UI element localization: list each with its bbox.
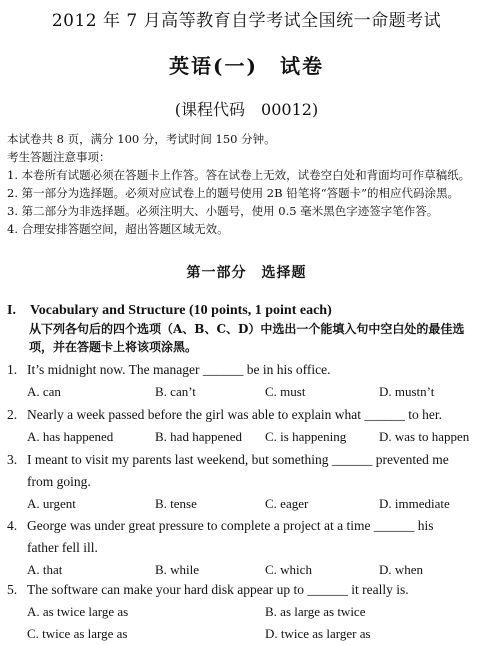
option-b[interactable]: B. had happened: [155, 429, 243, 444]
question-text: It’s midnight now. The manager ______ be in his office.: [27, 362, 331, 377]
option-c[interactable]: C. eager: [265, 496, 309, 511]
note-line: 本试卷共 8 页，满分 100 分，考试时间 150 分钟。: [7, 132, 276, 146]
exam-title: 2012 年 7 月高等教育自学考试全国统一命题考试: [51, 11, 442, 31]
options: [7, 623, 489, 645]
option-c[interactable]: C. must: [265, 384, 306, 399]
option-b[interactable]: B. while: [155, 562, 200, 577]
question-number: 5.: [7, 582, 18, 597]
instructions: [7, 130, 487, 238]
question-5: [7, 579, 489, 645]
option-c[interactable]: C. is happening: [265, 429, 347, 444]
question-3: [7, 449, 489, 515]
question-number: 2.: [7, 407, 18, 422]
option-b[interactable]: B. can’t: [155, 384, 196, 399]
note-line: 考生答题注意事项：: [7, 150, 111, 164]
section-header: [7, 302, 487, 356]
option-d[interactable]: D. when: [379, 562, 424, 577]
question-text: I meant to visit my parents last weekend, but something ______ prevented me: [27, 452, 449, 467]
option-a[interactable]: A. can: [27, 384, 61, 399]
question-1: [7, 359, 489, 403]
subject-title: 英语(一) 试卷: [169, 54, 324, 78]
note-line: 3. 第二部分为非选择题。必须注明大、小题号，使用 0.5 毫米黑色字迹签字笔作答。: [7, 204, 439, 218]
note-line: 4. 合理安排答题空间，超出答题区域无效。: [7, 222, 229, 236]
section-instruction: 项，并在答题卡上将该项涂黑。: [29, 340, 198, 354]
question-number: 3.: [7, 452, 18, 467]
option-a[interactable]: A. has happened: [27, 429, 114, 444]
part-title: 第一部分 选择题: [186, 265, 307, 281]
question-text-cont: from going.: [27, 474, 91, 489]
options: [7, 493, 489, 515]
question-text: Nearly a week passed before the girl was able to explain what ______ to her.: [27, 407, 442, 422]
note-line: 2. 第一部分为选择题。必须对应试卷上的题号使用 2B 铅笔将“答题卡”的相应代码涂黑。: [7, 186, 459, 200]
option-a[interactable]: A. urgent: [27, 496, 76, 511]
option-d[interactable]: D. mustn’t: [379, 384, 435, 399]
question-2: [7, 404, 489, 448]
question-number: 1.: [7, 362, 18, 377]
options: [7, 426, 489, 448]
option-b[interactable]: B. tense: [155, 496, 197, 511]
section-instruction: 从下列各句后的四个选项（A、B、C、D）中选出一个能填入句中空白处的最佳选: [29, 322, 465, 336]
options: [7, 381, 489, 403]
section-heading: I. Vocabulary and Structure (10 points, 1 point each): [7, 303, 332, 318]
options: [7, 559, 489, 581]
question-text: George was under great pressure to complete a project at a time ______ his: [27, 518, 434, 533]
option-c[interactable]: C. which: [265, 562, 312, 577]
option-a[interactable]: A. that: [27, 562, 63, 577]
question-text: The software can make your hard disk appear up to ______ it really is.: [27, 582, 409, 597]
question-text-cont: father fell ill.: [27, 540, 98, 555]
option-b[interactable]: B. as large as twice: [265, 604, 366, 619]
options: [7, 601, 489, 623]
option-a[interactable]: A. as twice large as: [27, 604, 129, 619]
note-line: 1. 本卷所有试题必须在答题卡上作答。答在试卷上无效，试卷空白处和背面均可作草稿纸。: [7, 168, 471, 182]
question-4: [7, 515, 489, 581]
option-d[interactable]: D. twice as larger as: [265, 626, 371, 641]
option-d[interactable]: D. immediate: [379, 496, 450, 511]
option-d[interactable]: D. was to happen: [379, 429, 470, 444]
option-c[interactable]: C. twice as large as: [27, 626, 128, 641]
question-number: 4.: [7, 518, 18, 533]
course-code: (课程代码 00012): [174, 100, 319, 119]
